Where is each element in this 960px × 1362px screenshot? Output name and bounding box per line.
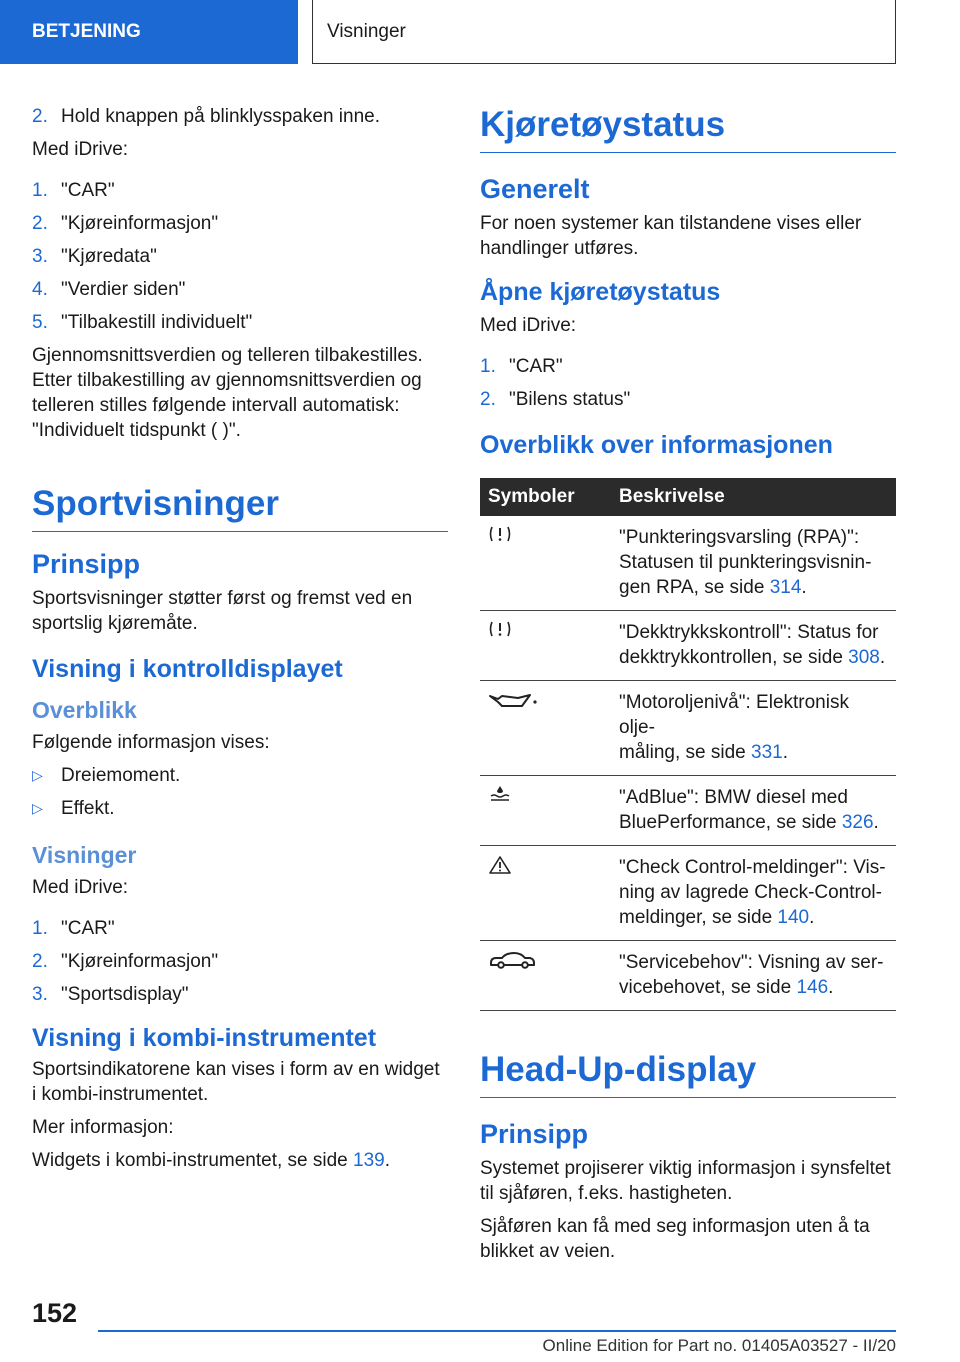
general-text: For noen systemer kan tilstandene vises eller handlinger utføres. <box>480 213 862 259</box>
bullet-item: ▷ Dreiemoment. <box>32 765 181 786</box>
kombi-title: Visning i kombi-instrumentet <box>32 1024 377 1052</box>
principle-title: Prinsipp <box>32 549 141 579</box>
kombi-text: Sportsindikatorene kan vises i form av en widget i kombi-instrumentet. <box>32 1059 440 1105</box>
bullet-item: ▷ Effekt. <box>32 798 115 819</box>
table-row: "Servicebehov": Visning av ser- vicebehovet, se side 146. <box>480 941 896 1011</box>
column-header: Symboler <box>480 478 611 516</box>
general-title: Generelt <box>480 174 590 204</box>
overview-title: Overblikk <box>32 697 137 723</box>
section-title-status: Kjøretøystatus <box>480 104 896 153</box>
widgets-reference: Widgets i kombi-instrumentet, se side 139. <box>32 1150 390 1171</box>
list-item: 1. "CAR" <box>480 356 563 377</box>
table-row: "AdBlue": BMW diesel med BluePerformance, se side 326. <box>480 776 896 846</box>
column-header: Beskrivelse <box>611 478 896 516</box>
hud-text: Systemet projiserer viktig informasjon i synsfeltet til sjåføren, f.eks. hastigheten. <box>480 1158 891 1204</box>
chapter-label: Visninger <box>327 20 406 42</box>
more-info-label: Mer informasjon: <box>32 1117 174 1138</box>
list-item: 3. "Sportsdisplay" <box>32 984 189 1005</box>
list-item: 2. "Bilens status" <box>480 389 631 410</box>
control-display-title: Visning i kontrolldisplayet <box>32 655 343 683</box>
page-link[interactable]: 331 <box>751 742 783 763</box>
page-link[interactable]: 146 <box>796 977 829 998</box>
right-column <box>480 104 896 1272</box>
list-item: 1. "CAR" <box>32 180 115 201</box>
idrive-label: Med iDrive: <box>32 139 129 160</box>
reset-paragraph: Gjennomsnittsverdien og telleren tilbakestilles. Etter tilbakestilling av gjennomsnittsverdien og telleren stilles følgende intervall automatisk: "Individuelt tidspunkt ( )". <box>32 345 423 441</box>
section-title-sport: Sportvisninger <box>32 483 448 532</box>
car-service-icon <box>488 950 536 970</box>
page-link[interactable]: 326 <box>841 812 874 833</box>
table-row: "Motoroljenivå": Elektronisk olje- måling, se side 331. <box>480 681 896 776</box>
footer-divider <box>98 1330 896 1332</box>
bullet-marker: ▷ <box>32 800 43 816</box>
section-title-hud: Head-Up-display <box>480 1049 896 1098</box>
adblue-icon <box>488 785 512 803</box>
overview-text: Følgende informasjon vises: <box>32 732 270 753</box>
status-table <box>480 478 896 1011</box>
open-status-title: Åpne kjøretøystatus <box>480 278 721 306</box>
list-item: 5. "Tilbakestill individuelt" <box>32 312 253 333</box>
section-tab <box>0 0 298 64</box>
page-link[interactable]: 308 <box>848 647 880 668</box>
views-title: Visninger <box>32 842 137 868</box>
page-link[interactable]: 314 <box>769 577 802 598</box>
list-item <box>32 104 448 129</box>
table-row: "Dekktrykkskontroll": Status for dekktrykkontrollen, se side 308. <box>480 611 896 681</box>
list-item: 3. "Kjøredata" <box>32 246 157 267</box>
section-label: BETJENING <box>32 21 141 42</box>
hud-text: Sjåføren kan få med seg informasjon uten å ta blikket av veien. <box>480 1216 870 1262</box>
left-column <box>32 104 448 1181</box>
oil-can-icon <box>488 690 538 710</box>
idrive-label: Med iDrive: <box>32 877 129 898</box>
table-header-row <box>480 478 896 516</box>
principle-text: Sportsvisninger støtter først og fremst ved en sportslig kjøremåte. <box>32 588 413 634</box>
list-text: Hold knappen på blinklysspaken inne. <box>61 106 380 127</box>
table-row: "Check Control-meldinger": Vis- ning av lagrede Check-Control- meldinger, se side 140. <box>480 846 896 941</box>
hud-principle-title: Prinsipp <box>480 1119 589 1149</box>
list-item: 1. "CAR" <box>32 918 115 939</box>
page-link[interactable]: 140 <box>777 907 810 928</box>
bullet-marker: ▷ <box>32 767 43 783</box>
table-row: "Punkteringsvarsling (RPA)": Statusen til punkteringsvisnin- gen RPA, se side 314. <box>480 516 896 611</box>
idrive-label: Med iDrive: <box>480 315 577 336</box>
warning-triangle-icon <box>488 855 512 875</box>
tire-warning-icon <box>488 525 512 543</box>
list-number: 2. <box>32 106 48 127</box>
overview-info-title: Overblikk over informasjonen <box>480 431 833 459</box>
tire-pressure-icon <box>488 620 512 638</box>
list-item: 4. "Verdier siden" <box>32 279 186 300</box>
edition-text: Online Edition for Part no. 01405A03527 - II/20 <box>542 1336 896 1355</box>
list-item: 2. "Kjøreinformasjon" <box>32 951 219 972</box>
page-link[interactable]: 139 <box>353 1150 385 1171</box>
list-item: 2. "Kjøreinformasjon" <box>32 213 219 234</box>
chapter-header <box>312 0 896 64</box>
page-number: 152 <box>32 1298 78 1328</box>
